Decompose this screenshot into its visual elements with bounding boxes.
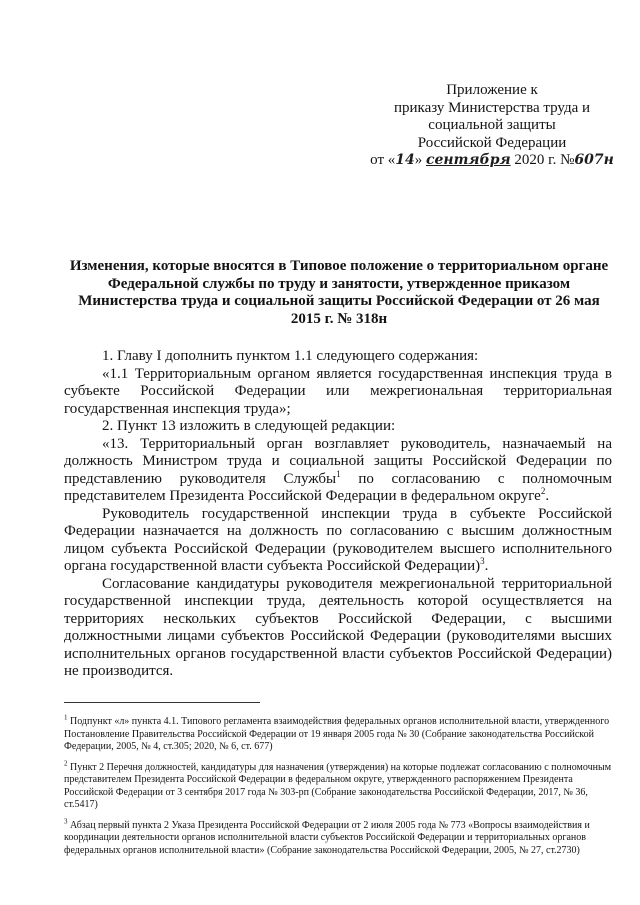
footnote-mark-2: 2	[64, 759, 68, 768]
appendix-header	[360, 82, 624, 170]
document-body	[64, 348, 612, 681]
footnotes	[64, 713, 612, 865]
appendix-line-4: Российской Федерации	[417, 134, 567, 151]
paragraph-1: 1. Главу I дополнить пунктом 1.1 следующего содержания:	[102, 348, 479, 364]
footnote-1	[64, 713, 612, 754]
paragraph-4-text-a: «13. Территориальный орган возглавляет руководитель, назначаемый на должность Министром труда и социальной защиты Российской Федерации по представлению руководителя Службы	[64, 435, 612, 487]
footnote-text-1: Подпункт «л» пункта 4.1. Типового регламента взаимодействия федеральных органов исполнительной власти, утвержденного Постановление Правительства Российской Федерации от 19 января 2005 года № 30 (Собрание законодательства Российской Федерации, 2005, № 4, ст.305; 2020, № 6, ст. 677)	[64, 716, 610, 752]
paragraph-4-text-b: по согласованию с полномочным представителем Президента Российской Федерации в федеральном округе	[64, 470, 613, 504]
paragraph-5-text-b: .	[484, 558, 489, 574]
footnote-2	[64, 759, 612, 812]
document-title: Изменения, которые вносятся в Типовое положение о территориальном органе Федеральной службы по труду и занятости, утвержденное приказом Министерства труда и социальной защиты Российской Федерации от 26 мая 2015 г. № 318н	[69, 258, 609, 327]
paragraph-4	[64, 436, 612, 506]
footnote-ref-2: 2	[540, 486, 546, 496]
paragraph-4-text-c: .	[545, 488, 550, 504]
footnote-text-3: Абзац первый пункта 2 Указа Президента Российской Федерации от 2 июля 2005 года № 773 «Вопросы взаимодействия и координации деятельности органов исполнительной власти субъектов Российской Федерации и территориальных органов федеральных органов исполнительной власти» (Собрание законодательства Российской Федерации, 2005, № 27, ст.2730)	[64, 819, 590, 856]
appendix-line-3: социальной защиты	[428, 117, 556, 133]
order-date-line	[360, 152, 624, 170]
paragraph-5	[64, 506, 612, 576]
footnote-ref-1: 1	[336, 468, 341, 479]
paragraph-3: 2. Пункт 13 изложить в следующей редакции:	[102, 418, 396, 434]
date-prefix: от «	[370, 152, 396, 168]
appendix-line-1: Приложение к	[446, 82, 538, 98]
footnote-3	[64, 817, 612, 858]
footnote-mark-3: 3	[64, 817, 68, 826]
handwritten-order-number: 607н	[574, 152, 614, 168]
footnote-divider	[64, 702, 260, 703]
footnote-text-2: Пункт 2 Перечня должностей, кандидатуры для назначения (утверждения) на которые подлежат согласованию с полномочным представителем Президента Российской Федерации в федеральном округе, утвержденного распоряжением Президента Российской Федерации от 3 сентября 2017 года № 303-рп (Собрание законодательства Российской Федерации, 2017, № 36, ст.5417)	[64, 761, 612, 810]
handwritten-day: 14	[395, 152, 415, 168]
appendix-line-2: приказу Министерства труда и	[393, 99, 591, 116]
footnote-ref-3: 3	[480, 556, 485, 566]
paragraph-2: «1.1 Территориальным органом является государственная инспекция труда в субъекте Российской Федерации или межрегиональная территориальная государственная инспекция труда»;	[64, 365, 612, 417]
date-suffix: 2020 г. №	[514, 152, 575, 168]
paragraph-5-text-a: Руководитель государственной инспекции труда в субъекте Российской Федерации назначается на должность по согласованию с высшим должностным лицом субъекта Российской Федерации (руководителем высшего исполнительного органа государственной власти субъекта Российской Федерации)	[64, 505, 612, 574]
handwritten-month: сентября	[425, 152, 511, 168]
date-mid: »	[414, 152, 423, 168]
footnote-mark-1: 1	[64, 713, 68, 722]
paragraph-6: Согласование кандидатуры руководителя межрегиональной территориальной государственной инспекции труда, деятельность которой осуществляется на территориях нескольких субъектов Российской Федерации, с высшими должностными лицами субъектов Российской Федерации (руководителями высших исполнительных органов государственной власти субъектов Российской Федерации) не производится.	[64, 575, 612, 679]
